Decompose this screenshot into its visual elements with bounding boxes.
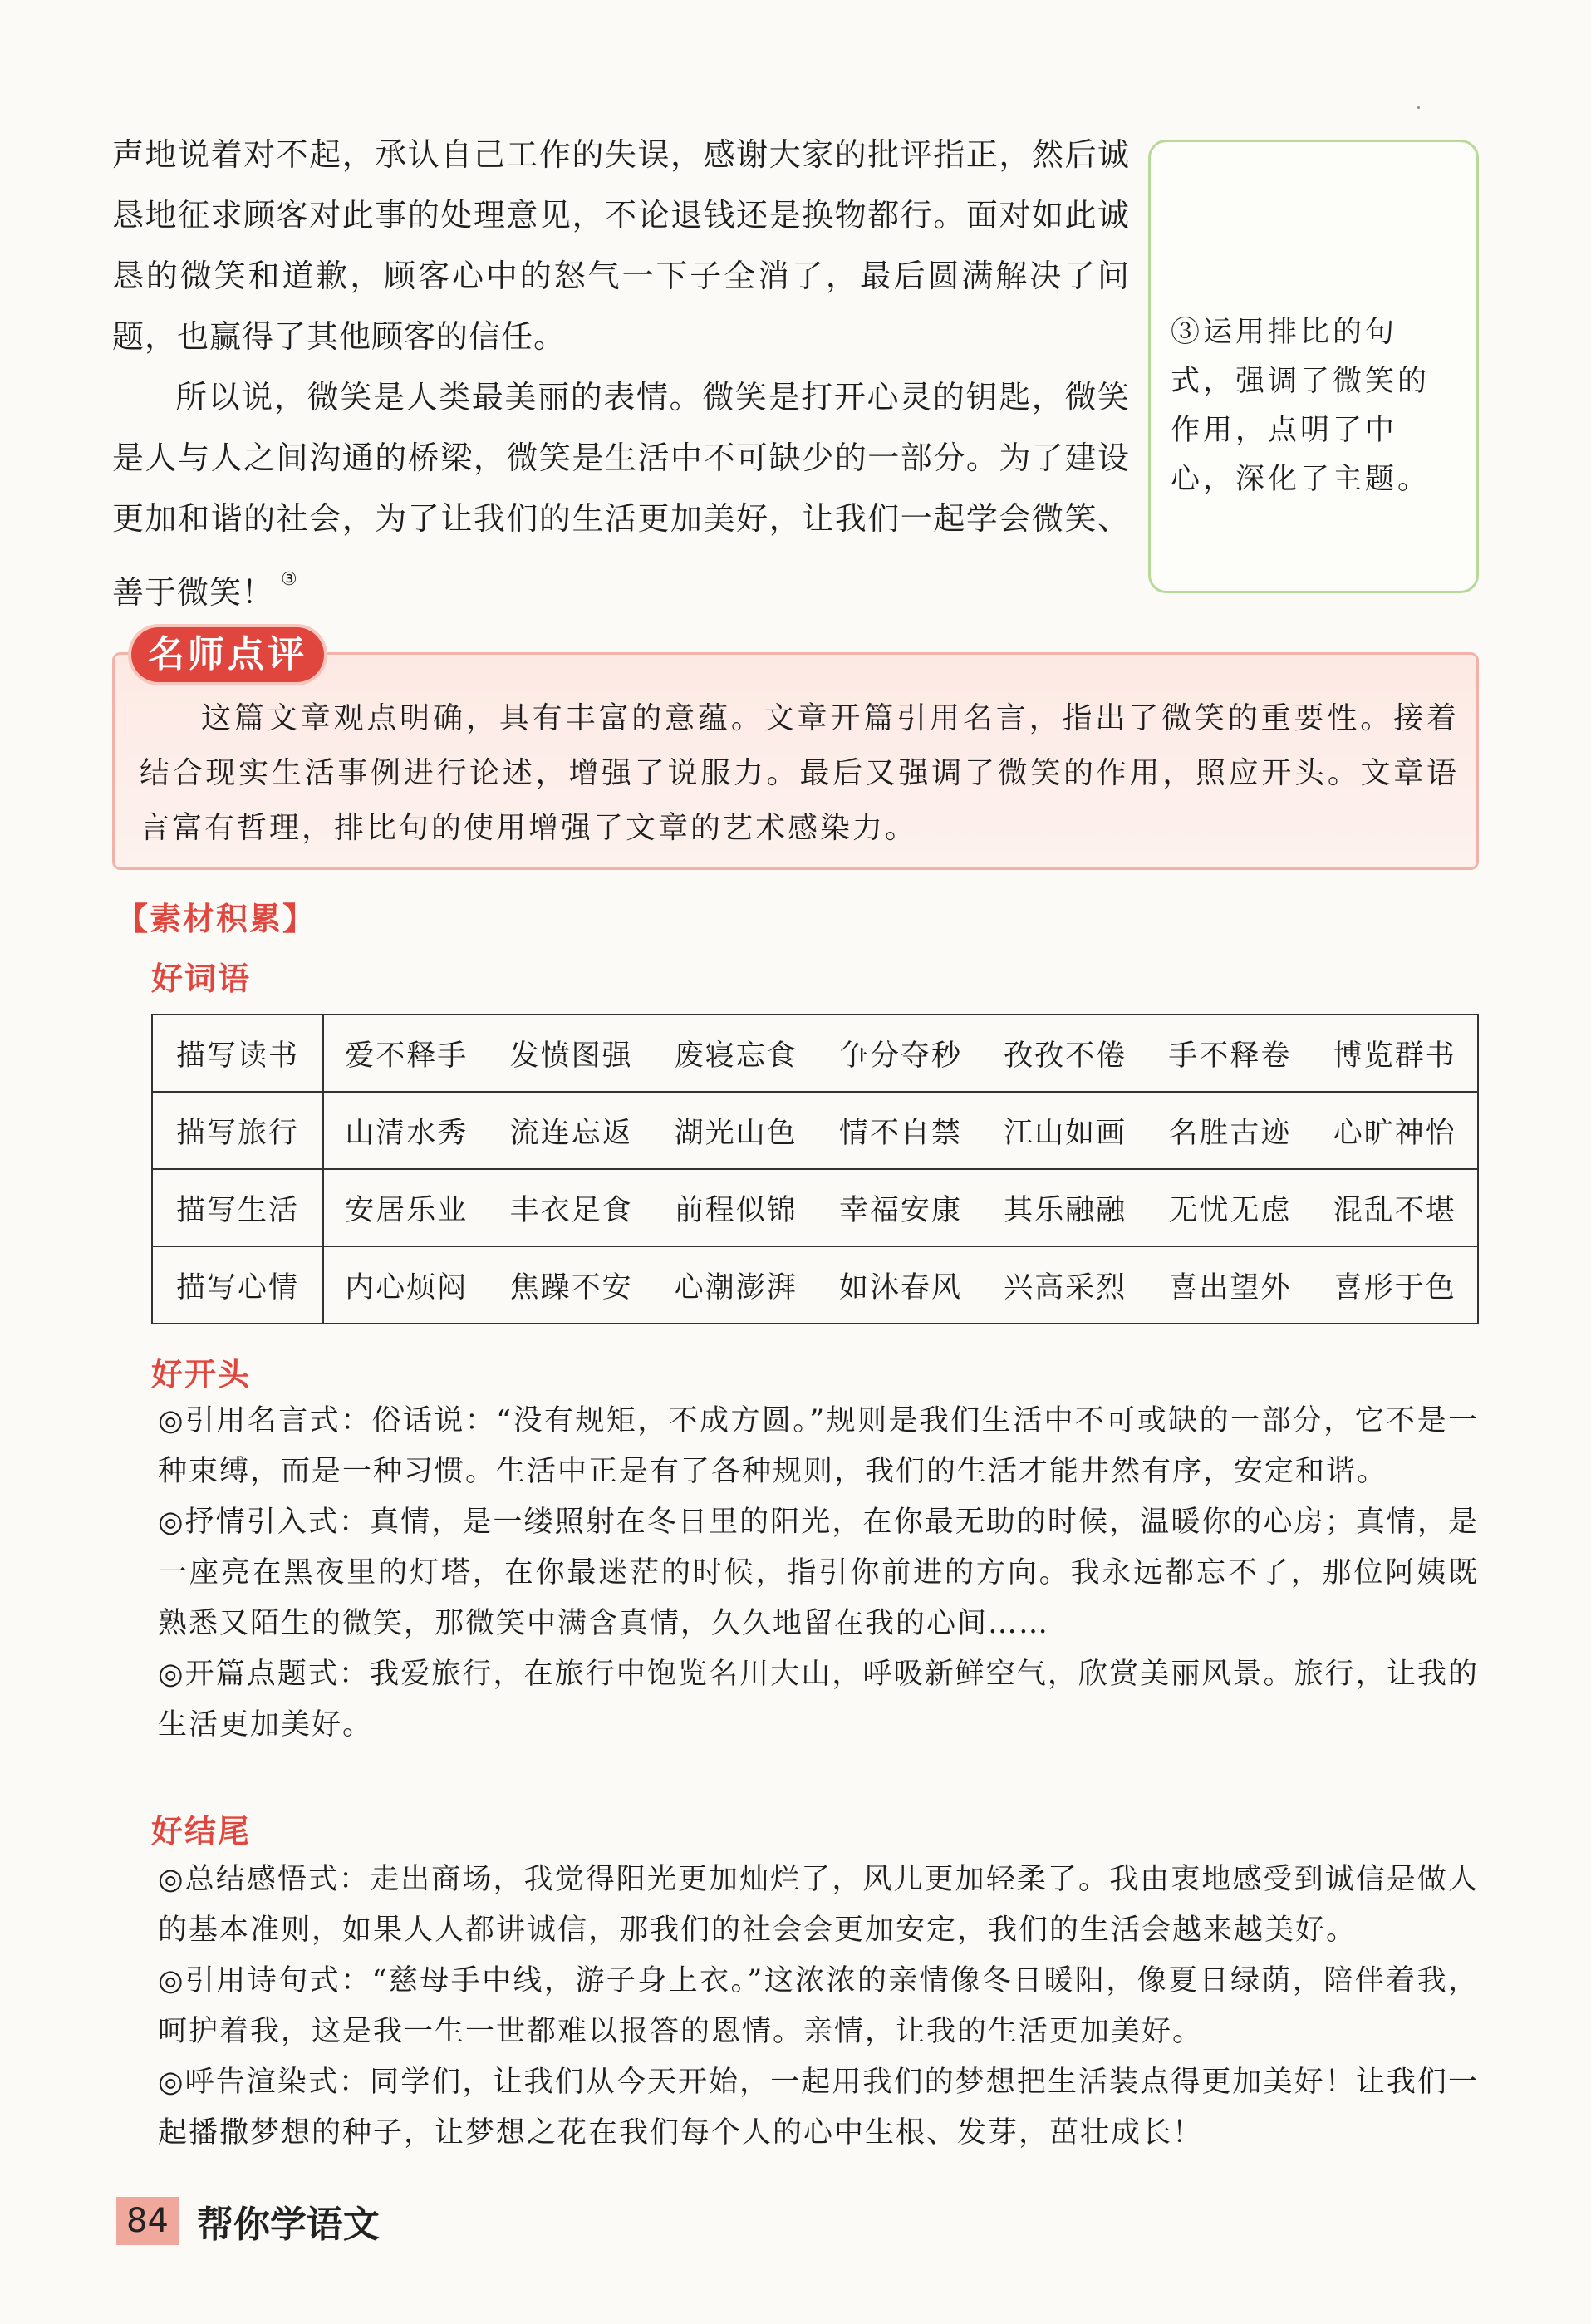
teacher-comment-badge: 名师点评: [131, 627, 324, 682]
vocab-word: 丰衣足食: [489, 1169, 654, 1246]
vocab-word: 焦躁不安: [489, 1246, 654, 1324]
ending-item: ◎引用诗句式：“慈母手中线，游子身上衣。”这浓浓的亲情像冬日暖阳，像夏日绿荫，陪伴着我，呵护着我，这是我一生一世都难以报答的恩情。亲情，让我的生活更加美好。: [158, 1964, 1479, 2048]
vocab-table: [151, 1014, 1479, 1324]
ending-item: ◎总结感悟式：走出商场，我觉得阳光更加灿烂了，风儿更加轻柔了。我由衷地感受到诚信是做人的基本准则，如果人人都讲诚信，那我们的社会会更加安定，我们的生活会越来越美好。: [158, 1863, 1479, 1947]
good-words-title: 好词语: [151, 961, 252, 997]
opening-item: ◎引用名言式：俗话说：“没有规矩，不成方圆。”规则是我们生活中不可或缺的一部分，它不是一种束缚，而是一种习惯。生活中正是有了各种规则，我们的生活才能井然有序，安定和谐。: [158, 1404, 1479, 1488]
vocab-word: 如沐春风: [818, 1246, 983, 1324]
vocab-word: 喜出望外: [1147, 1246, 1312, 1324]
vocab-word: 喜形于色: [1312, 1246, 1478, 1324]
teacher-comment-text: [140, 691, 1459, 856]
vocab-word: 湖光山色: [654, 1092, 818, 1169]
vocab-word: 争分夺秒: [818, 1015, 983, 1092]
vocab-word: 发愤图强: [489, 1015, 654, 1092]
vocab-category: 描写生活: [152, 1169, 323, 1246]
vocab-word: 安居乐业: [323, 1169, 489, 1246]
page-number: 84: [116, 2197, 179, 2245]
openings-block: [158, 1396, 1479, 1751]
vocab-word: 无忧无虑: [1147, 1169, 1312, 1246]
vocab-row: [152, 1169, 1478, 1246]
vocab-word: 手不释卷: [1147, 1015, 1312, 1092]
vocab-word: 名胜古迹: [1147, 1092, 1312, 1169]
good-endings-title: 好结尾: [151, 1813, 252, 1850]
vocab-category: 描写心情: [152, 1246, 323, 1324]
vocab-word: 情不自禁: [818, 1092, 983, 1169]
essay-paragraph-1: 声地说着对不起，承认自己工作的失误，感谢大家的批评指正，然后诚恳地征求顾客对此事的处理意见，不论退钱还是换物都行。面对如此诚恳的微笑和道歉，顾客心中的怒气一下子全消了，最后圆满解决了问题，也赢得了其他顾客的信任。: [112, 136, 1130, 355]
note-marker: ③: [281, 569, 298, 590]
side-annotation-box: [1148, 140, 1479, 593]
vocab-word: 孜孜不倦: [983, 1015, 1147, 1092]
essay-text: [112, 125, 1130, 623]
printing-speck: [1417, 106, 1420, 109]
teacher-comment-paragraph: 这篇文章观点明确，具有丰富的意蕴。文章开篇引用名言，指出了微笑的重要性。接着结合现实生活事例进行论述，增强了说服力。最后又强调了微笑的作用，照应开头。文章语言富有哲理，排比句的使用增强了文章的艺术感染力。: [140, 701, 1459, 845]
vocab-word: 山清水秀: [323, 1092, 489, 1169]
vocab-word: 兴高采烈: [983, 1246, 1147, 1324]
opening-item: ◎开篇点题式：我爱旅行，在旅行中饱览名川大山，呼吸新鲜空气，欣赏美丽风景。旅行，让我的生活更加美好。: [158, 1658, 1479, 1742]
vocab-row: [152, 1015, 1478, 1092]
vocab-word: 幸福安康: [818, 1169, 983, 1246]
materials-section-title: 【素材积累】: [116, 901, 317, 937]
vocab-category: 描写旅行: [152, 1092, 323, 1169]
vocab-word: 博览群书: [1312, 1015, 1478, 1092]
vocab-word: 爱不释手: [323, 1015, 489, 1092]
vocab-word: 流连忘返: [489, 1092, 654, 1169]
vocab-word: 废寝忘食: [654, 1015, 818, 1092]
vocab-word: 心潮澎湃: [654, 1246, 818, 1324]
vocab-table-body: [152, 1015, 1478, 1324]
vocab-row: [152, 1246, 1478, 1324]
opening-item: ◎抒情引入式：真情，是一缕照射在冬日里的阳光，在你最无助的时候，温暖你的心房；真情，是一座亮在黑夜里的灯塔，在你最迷茫的时候，指引你前进的方向。我永远都忘不了，那位阿姨既熟悉又陌生的微笑，那微笑中满含真情，久久地留在我的心间……: [158, 1506, 1479, 1640]
vocab-word: 混乱不堪: [1312, 1169, 1478, 1246]
side-annotation-text: ③运用排比的句式，强调了微笑的作用，点明了中心，深化了主题。: [1171, 316, 1431, 496]
vocab-word: 江山如画: [983, 1092, 1147, 1169]
essay-paragraph-2: [112, 367, 1130, 623]
vocab-word: 心旷神怡: [1312, 1092, 1478, 1169]
vocab-category: 描写读书: [152, 1015, 323, 1092]
endings-block: [158, 1855, 1479, 2159]
vocab-word: 前程似锦: [654, 1169, 818, 1246]
vocab-word: 内心烦闷: [323, 1246, 489, 1324]
ending-item: ◎呼告渲染式：同学们，让我们从今天开始，一起用我们的梦想把生活装点得更加美好！让我们一起播撒梦想的种子，让梦想之花在我们每个人的心中生根、发芽，茁壮成长！: [158, 2066, 1479, 2150]
essay-paragraph-2-text: 所以说，微笑是人类最美丽的表情。微笑是打开心灵的钥匙，微笑是人与人之间沟通的桥梁，微笑是生活中不可缺少的一部分。为了建设更加和谐的社会，为了让我们的生活更加美好，让我们一起学会微笑、善于微笑！: [112, 379, 1130, 611]
book-title: 帮你学语文: [196, 2204, 380, 2246]
good-openings-title: 好开头: [151, 1356, 252, 1393]
vocab-word: 其乐融融: [983, 1169, 1147, 1246]
vocab-row: [152, 1092, 1478, 1169]
page-footer: [116, 2195, 380, 2247]
